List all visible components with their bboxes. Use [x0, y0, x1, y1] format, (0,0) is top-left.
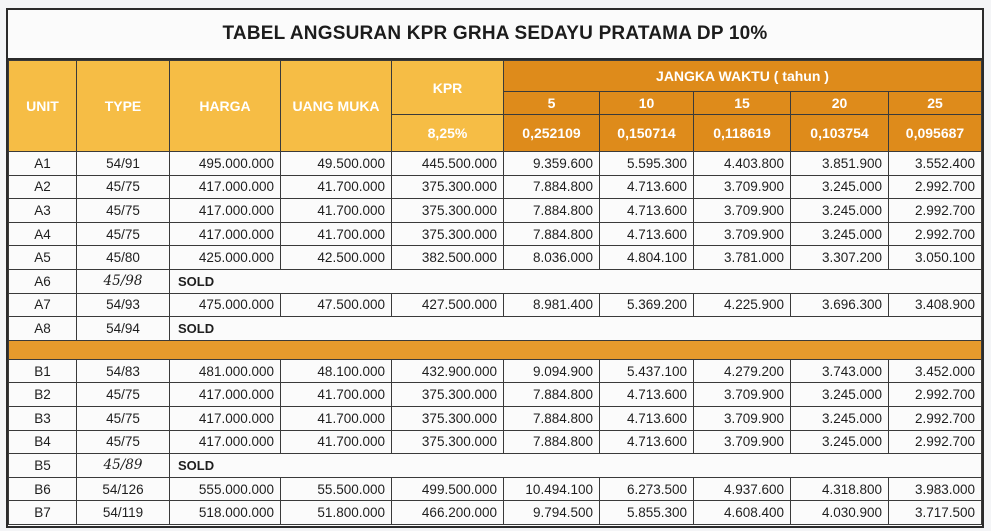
type-cell: 54/94 [77, 317, 170, 341]
value-cell-harga: 475.000.000 [170, 293, 281, 317]
col-header-unit: UNIT [9, 61, 77, 152]
value-cell-um: 41.700.000 [281, 406, 392, 430]
value-cell-y20: 3.245.000 [791, 175, 889, 199]
value-cell-harga: 417.000.000 [170, 199, 281, 223]
table-row [9, 430, 982, 454]
table-row [9, 383, 982, 407]
unit-cell: B7 [9, 501, 77, 525]
value-cell-y10: 4.713.600 [600, 199, 694, 223]
value-cell-harga: 417.000.000 [170, 406, 281, 430]
value-cell-y5: 9.794.500 [504, 501, 600, 525]
value-cell-y15: 4.937.600 [694, 477, 791, 501]
unit-cell: A6 [9, 269, 77, 293]
table-row [9, 454, 982, 478]
value-cell-y20: 3.696.300 [791, 293, 889, 317]
value-cell-kpr: 432.900.000 [392, 359, 504, 383]
table-row [9, 269, 982, 293]
value-cell-y15: 4.279.200 [694, 359, 791, 383]
value-cell-y5: 9.094.900 [504, 359, 600, 383]
rate-factor: 0,103754 [791, 115, 889, 152]
value-cell-um: 48.100.000 [281, 359, 392, 383]
value-cell-um: 41.700.000 [281, 175, 392, 199]
separator-cell [9, 340, 982, 359]
value-cell-y10: 5.369.200 [600, 293, 694, 317]
value-cell-harga: 555.000.000 [170, 477, 281, 501]
value-cell-y5: 10.494.100 [504, 477, 600, 501]
value-cell-y25: 2.992.700 [889, 222, 982, 246]
value-cell-y25: 3.983.000 [889, 477, 982, 501]
type-cell: 45/75 [77, 199, 170, 223]
value-cell-harga: 425.000.000 [170, 246, 281, 270]
unit-cell: B6 [9, 477, 77, 501]
sold-label: SOLD [170, 454, 982, 478]
value-cell-y10: 4.713.600 [600, 406, 694, 430]
value-cell-harga: 481.000.000 [170, 359, 281, 383]
value-cell-y25: 2.992.700 [889, 406, 982, 430]
table-row [9, 359, 982, 383]
installment-table [8, 60, 982, 525]
value-cell-y15: 3.781.000 [694, 246, 791, 270]
value-cell-y20: 3.245.000 [791, 199, 889, 223]
value-cell-y20: 4.030.900 [791, 501, 889, 525]
value-cell-y20: 3.245.000 [791, 406, 889, 430]
type-cell: 54/93 [77, 293, 170, 317]
col-header-harga: HARGA [170, 61, 281, 152]
value-cell-y20: 3.307.200 [791, 246, 889, 270]
sold-label: SOLD [170, 317, 982, 341]
value-cell-y10: 6.273.500 [600, 477, 694, 501]
unit-cell: A3 [9, 199, 77, 223]
type-cell: 45/80 [77, 246, 170, 270]
value-cell-kpr: 375.300.000 [392, 406, 504, 430]
value-cell-y15: 3.709.900 [694, 430, 791, 454]
value-cell-y15: 3.709.900 [694, 199, 791, 223]
value-cell-y25: 3.452.000 [889, 359, 982, 383]
sold-label: SOLD [170, 269, 982, 293]
kpr-rate: 8,25% [392, 115, 504, 152]
value-cell-kpr: 499.500.000 [392, 477, 504, 501]
unit-cell: B4 [9, 430, 77, 454]
type-cell: 45/75 [77, 175, 170, 199]
value-cell-y20: 3.851.900 [791, 152, 889, 176]
unit-cell: B1 [9, 359, 77, 383]
value-cell-kpr: 382.500.000 [392, 246, 504, 270]
value-cell-kpr: 375.300.000 [392, 222, 504, 246]
unit-cell: B3 [9, 406, 77, 430]
value-cell-y15: 4.608.400 [694, 501, 791, 525]
value-cell-um: 41.700.000 [281, 199, 392, 223]
table-row [9, 199, 982, 223]
value-cell-kpr: 427.500.000 [392, 293, 504, 317]
value-cell-y15: 3.709.900 [694, 175, 791, 199]
value-cell-um: 47.500.000 [281, 293, 392, 317]
rate-factor: 0,118619 [694, 115, 791, 152]
col-header-year: 20 [791, 92, 889, 115]
value-cell-y10: 4.713.600 [600, 430, 694, 454]
table-title: TABEL ANGSURAN KPR GRHA SEDAYU PRATAMA DP 10% [8, 10, 982, 60]
value-cell-um: 55.500.000 [281, 477, 392, 501]
value-cell-y25: 2.992.700 [889, 175, 982, 199]
value-cell-y15: 4.403.800 [694, 152, 791, 176]
value-cell-kpr: 375.300.000 [392, 430, 504, 454]
value-cell-y10: 5.855.300 [600, 501, 694, 525]
rate-factor: 0,150714 [600, 115, 694, 152]
col-header-kpr: KPR [392, 61, 504, 115]
value-cell-y5: 8.981.400 [504, 293, 600, 317]
section-separator [9, 340, 982, 359]
value-cell-y10: 4.713.600 [600, 383, 694, 407]
value-cell-y5: 7.884.800 [504, 222, 600, 246]
value-cell-y25: 2.992.700 [889, 383, 982, 407]
table-row [9, 222, 982, 246]
type-cell: 54/119 [77, 501, 170, 525]
value-cell-y5: 7.884.800 [504, 406, 600, 430]
value-cell-um: 49.500.000 [281, 152, 392, 176]
col-header-year: 25 [889, 92, 982, 115]
value-cell-y25: 3.717.500 [889, 501, 982, 525]
value-cell-y5: 9.359.600 [504, 152, 600, 176]
unit-cell: A5 [9, 246, 77, 270]
col-header-year: 5 [504, 92, 600, 115]
value-cell-y15: 3.709.900 [694, 222, 791, 246]
type-cell: 54/91 [77, 152, 170, 176]
value-cell-y20: 3.245.000 [791, 430, 889, 454]
value-cell-y25: 3.552.400 [889, 152, 982, 176]
col-header-year: 15 [694, 92, 791, 115]
unit-cell: B5 [9, 454, 77, 478]
value-cell-um: 41.700.000 [281, 430, 392, 454]
value-cell-harga: 417.000.000 [170, 222, 281, 246]
value-cell-y10: 4.713.600 [600, 175, 694, 199]
rate-factor: 0,252109 [504, 115, 600, 152]
rate-factor: 0,095687 [889, 115, 982, 152]
value-cell-y5: 7.884.800 [504, 430, 600, 454]
value-cell-y25: 2.992.700 [889, 430, 982, 454]
value-cell-y10: 5.595.300 [600, 152, 694, 176]
col-header-jangka-waktu: JANGKA WAKTU ( tahun ) [504, 61, 982, 92]
unit-cell: A7 [9, 293, 77, 317]
value-cell-y10: 4.713.600 [600, 222, 694, 246]
value-cell-y15: 4.225.900 [694, 293, 791, 317]
value-cell-y25: 3.408.900 [889, 293, 982, 317]
value-cell-harga: 417.000.000 [170, 383, 281, 407]
value-cell-harga: 518.000.000 [170, 501, 281, 525]
unit-cell: A1 [9, 152, 77, 176]
value-cell-kpr: 445.500.000 [392, 152, 504, 176]
table-row [9, 175, 982, 199]
value-cell-um: 41.700.000 [281, 222, 392, 246]
value-cell-y15: 3.709.900 [694, 406, 791, 430]
value-cell-kpr: 375.300.000 [392, 199, 504, 223]
value-cell-kpr: 375.300.000 [392, 383, 504, 407]
table-row [9, 501, 982, 525]
table-row [9, 477, 982, 501]
unit-cell: A8 [9, 317, 77, 341]
value-cell-y5: 7.884.800 [504, 175, 600, 199]
unit-cell: B2 [9, 383, 77, 407]
value-cell-y5: 7.884.800 [504, 199, 600, 223]
value-cell-kpr: 466.200.000 [392, 501, 504, 525]
value-cell-kpr: 375.300.000 [392, 175, 504, 199]
value-cell-y20: 3.245.000 [791, 222, 889, 246]
table-row [9, 152, 982, 176]
installment-table-sheet [6, 8, 984, 528]
value-cell-y20: 3.245.000 [791, 383, 889, 407]
table-row [9, 317, 982, 341]
value-cell-harga: 495.000.000 [170, 152, 281, 176]
type-cell: 45/75 [77, 406, 170, 430]
type-cell: 45/98 [77, 269, 170, 293]
col-header-uang-muka: UANG MUKA [281, 61, 392, 152]
value-cell-um: 41.700.000 [281, 383, 392, 407]
value-cell-y10: 5.437.100 [600, 359, 694, 383]
type-cell: 54/83 [77, 359, 170, 383]
table-row [9, 246, 982, 270]
table-row [9, 406, 982, 430]
type-cell: 45/75 [77, 430, 170, 454]
value-cell-y15: 3.709.900 [694, 383, 791, 407]
value-cell-y25: 3.050.100 [889, 246, 982, 270]
value-cell-harga: 417.000.000 [170, 430, 281, 454]
col-header-type: TYPE [77, 61, 170, 152]
type-cell: 54/126 [77, 477, 170, 501]
value-cell-um: 42.500.000 [281, 246, 392, 270]
value-cell-y20: 4.318.800 [791, 477, 889, 501]
unit-cell: A4 [9, 222, 77, 246]
value-cell-um: 51.800.000 [281, 501, 392, 525]
value-cell-y5: 7.884.800 [504, 383, 600, 407]
unit-cell: A2 [9, 175, 77, 199]
value-cell-harga: 417.000.000 [170, 175, 281, 199]
value-cell-y5: 8.036.000 [504, 246, 600, 270]
value-cell-y25: 2.992.700 [889, 199, 982, 223]
type-cell: 45/75 [77, 383, 170, 407]
type-cell: 45/75 [77, 222, 170, 246]
table-row [9, 293, 982, 317]
value-cell-y10: 4.804.100 [600, 246, 694, 270]
col-header-year: 10 [600, 92, 694, 115]
value-cell-y20: 3.743.000 [791, 359, 889, 383]
type-cell: 45/89 [77, 454, 170, 478]
